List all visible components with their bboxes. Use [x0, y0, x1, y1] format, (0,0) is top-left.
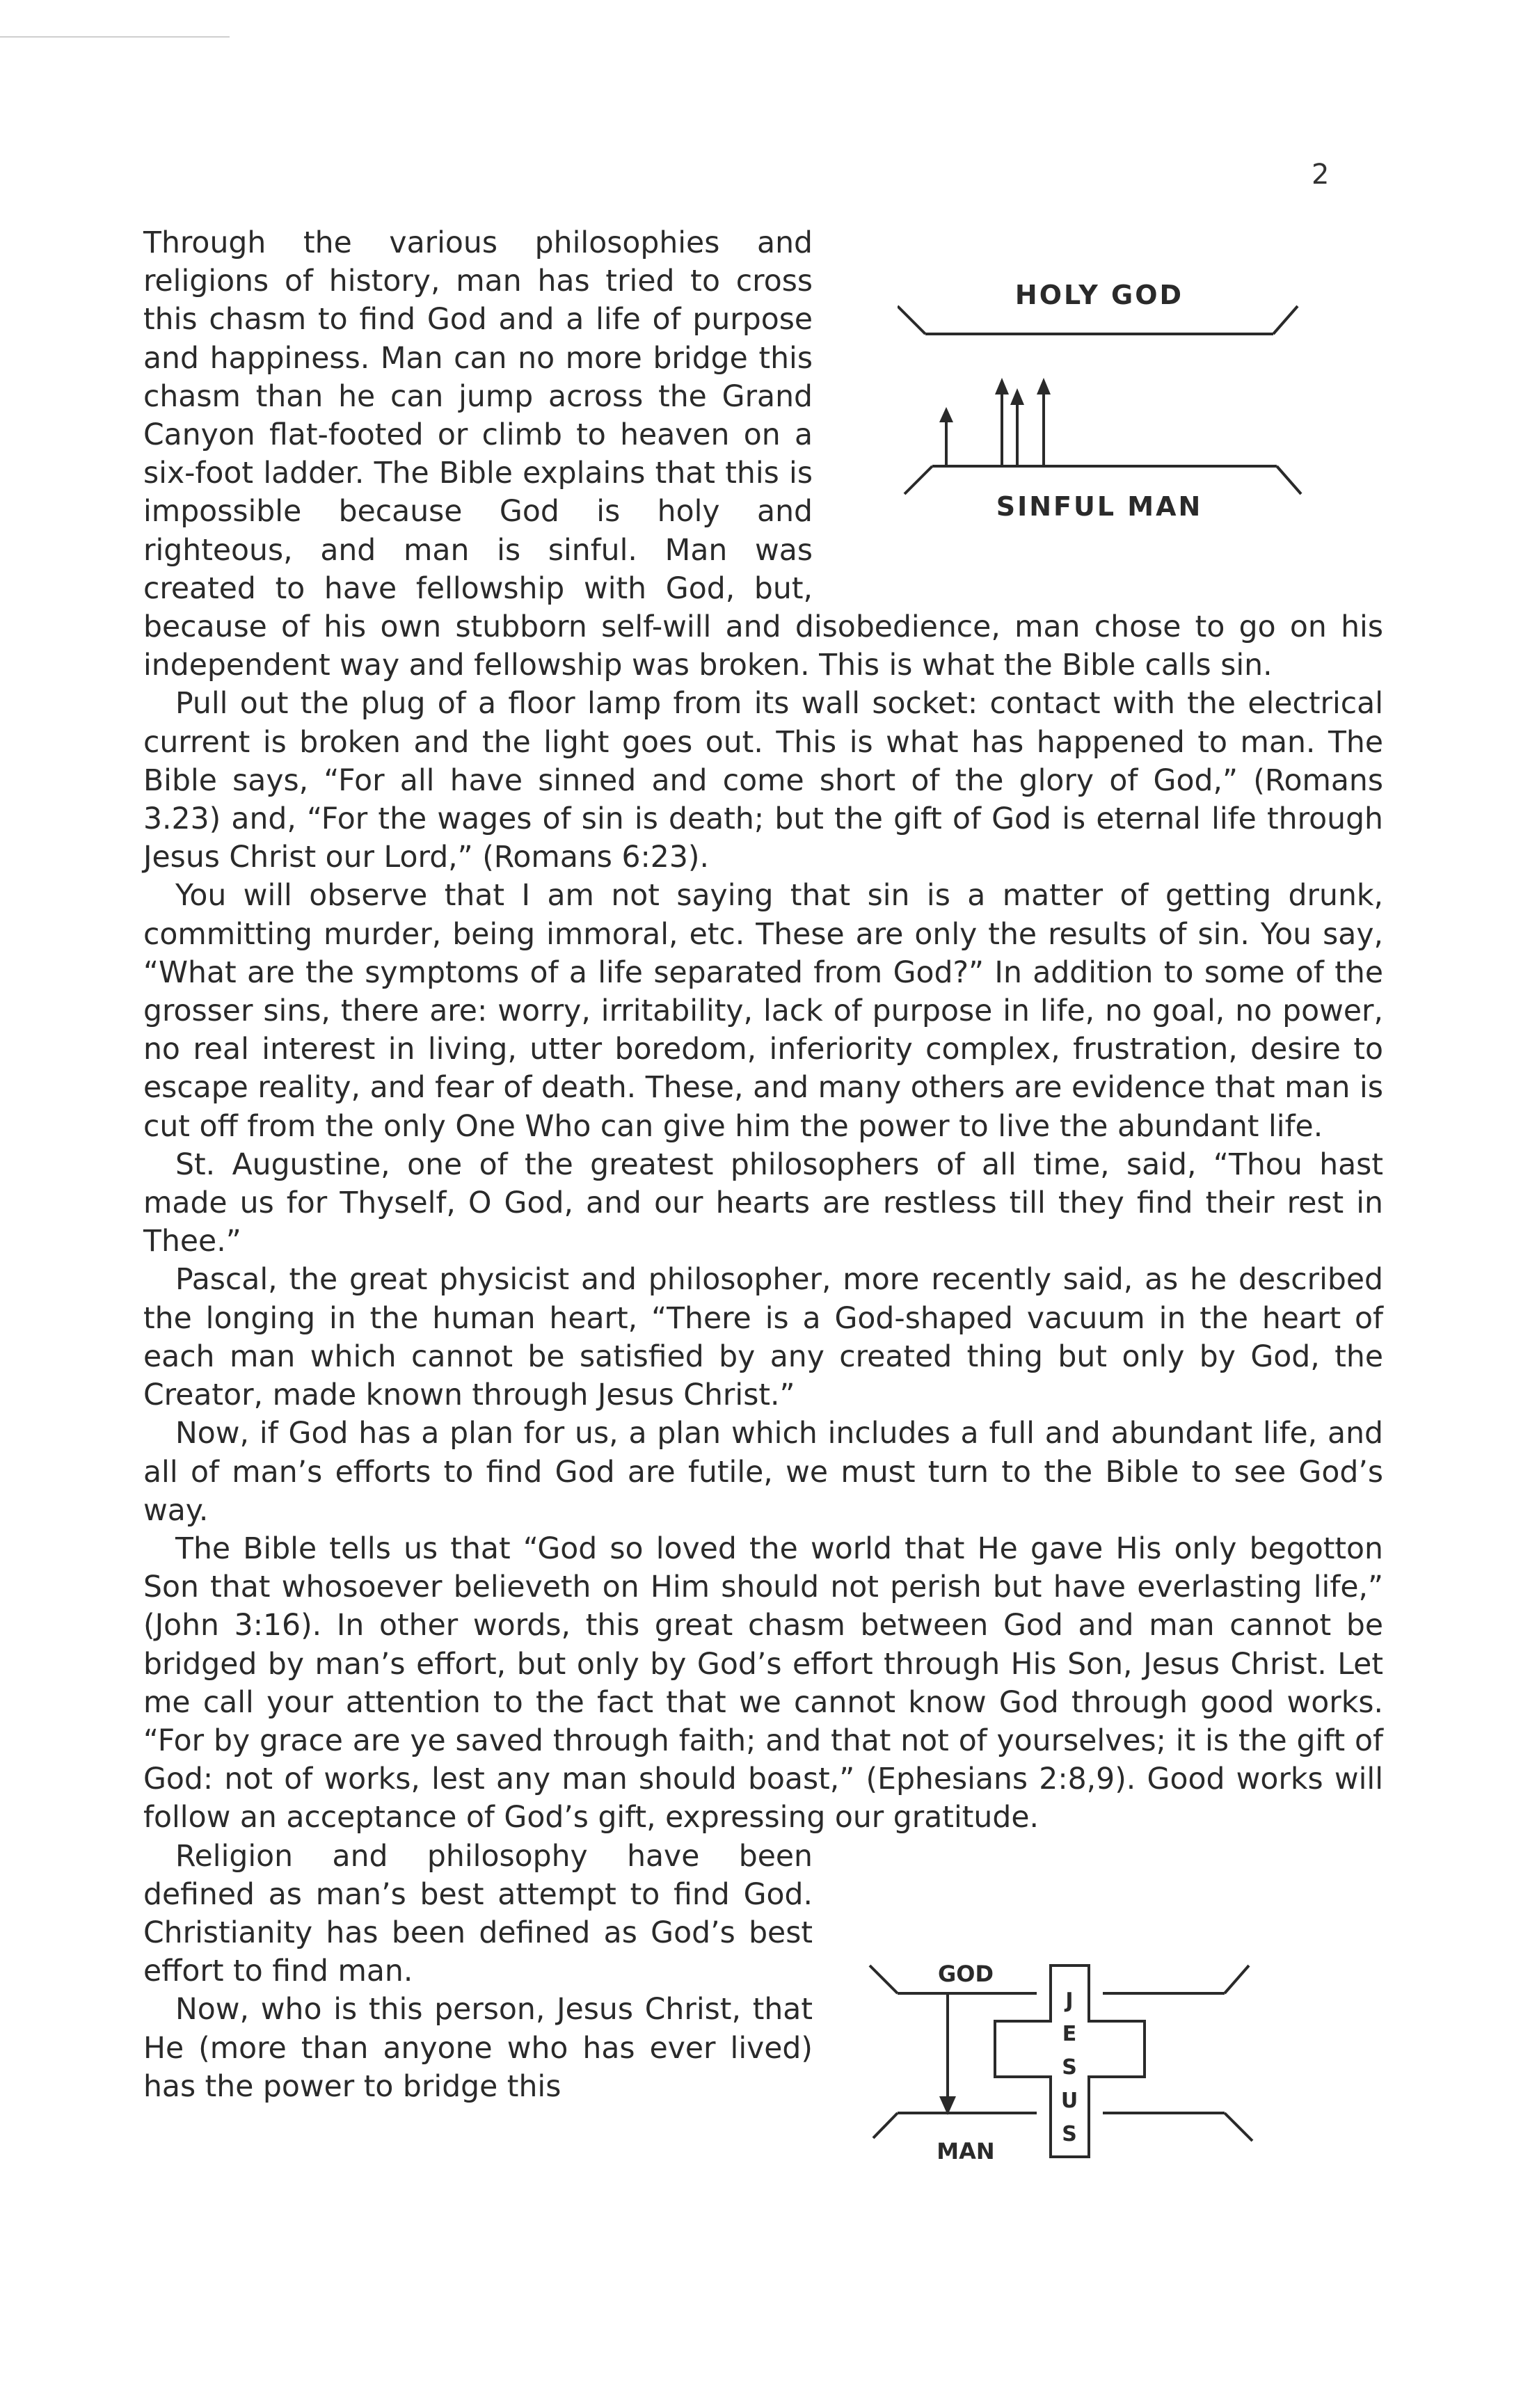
paragraph: Now, if God has a plan for us, a plan which includes a full and abundant life, and all of man’s efforts to find God are futile, we must turn to the Bible to see God’s way. [143, 1417, 1383, 1528]
body-text [143, 224, 1383, 2106]
paragraph: You will observe that I am not saying that sin is a matter of getting drunk, committing murder, being immoral, etc. These are only the results of sin. You say, “What are the symptoms of a life separated from God?” In addition to some of the grosser sins, there are: worry, irritability, lack of purpose in life, no goal, no power, no real interest in living, utter boredom, inferiority complex, frustration, desire to escape reality, and fear of death. These, and many others are evidence that man is cut off from the only One Who can give him the power to live the abundant life. [143, 879, 1383, 1144]
paragraph: Pascal, the great physicist and philosopher, more recently said, as he described the longing in the human heart, “There is a God-shaped vacuum in the heart of each man which cannot be satisfied by any created thing but only by God, the Creator, made known through Jesus Christ.” [143, 1263, 1383, 1413]
holy-god-label: HOLY GOD [1014, 280, 1184, 310]
cross-letter: S [1062, 2055, 1077, 2080]
paragraph: Now, who is this person, Jesus Christ, that He (more than anyone who has ever lived) has the power to bridge this [143, 1993, 813, 2104]
paragraph: St. Augustine, one of the greatest philosophers of all time, said, “Thou hast made us for Thyself, O God, and our hearts are restless till they find their rest in Thee.” [143, 1147, 1383, 1259]
paragraph: The Bible tells us that “God so loved the world that He gave His only begotton Son that whosoever believeth on Him should not perish but have everlasting life,” (John 3:16). In other words, this great chasm between God and man cannot be bridged by man’s effort, but only by God’s effort through His Son, Jesus Christ. Let me call your attention to the fact that we cannot know God through good works. “For by grace are ye saved through faith; and that not of yourselves; it is the gift of God: not of works, lest any man should boast,” (Ephesians 2:8,9). Good works will follow an acceptance of God’s gift, expressing our gratitude. [143, 1531, 1383, 1835]
bottom-right-ledge [1225, 2113, 1252, 2141]
top-edge-rule [0, 36, 230, 38]
page-number: 2 [1312, 159, 1330, 191]
paragraph: Religion and philosophy have been defined as man’s best attempt to find God. Christianity has been defined as God’s best effort to find man. [143, 1839, 813, 1989]
sinful-man-label: SINFUL MAN [996, 491, 1203, 522]
cross-letter: U [1060, 2089, 1078, 2113]
cross-letter: J [1065, 1988, 1074, 2013]
diagram-spacer-top [827, 224, 1383, 607]
cross-letter: S [1062, 2122, 1077, 2146]
god-label: GOD [937, 1961, 994, 1987]
bottom-left-ledge [873, 2113, 898, 2138]
paragraph: Pull out the plug of a floor lamp from its wall socket: contact with the electrical current is broken and the light goes out. This is what has happened to man. The Bible says, “For all have sinned and come short of the glory of God,” (Romans 3.23) and, “For the wages of sin is death; but the gift of God is eternal life through Jesus Christ our Lord,” (Romans 6:23). [143, 687, 1383, 875]
diagram-spacer-bottom [827, 1843, 1383, 2080]
man-label: MAN [937, 2138, 995, 2164]
paragraph: Through the various philosophies and religions of history, man has tried to cross this chasm to find God and a life of purpose and happiness. Man can no more bridge this chasm than he can jump across the Grand Canyon flat-footed or climb to heaven on a six-foot ladder. The Bible explains that this is impossible because God is holy and righteous, and man is sinful. Man was created to have fellowship with God, but, because of his own stubborn self-will and disobedience, man chose to go on his independent way and fellowship was broken. This is what the Bible calls sin. [143, 226, 1383, 683]
cross-letter: E [1062, 2022, 1077, 2046]
